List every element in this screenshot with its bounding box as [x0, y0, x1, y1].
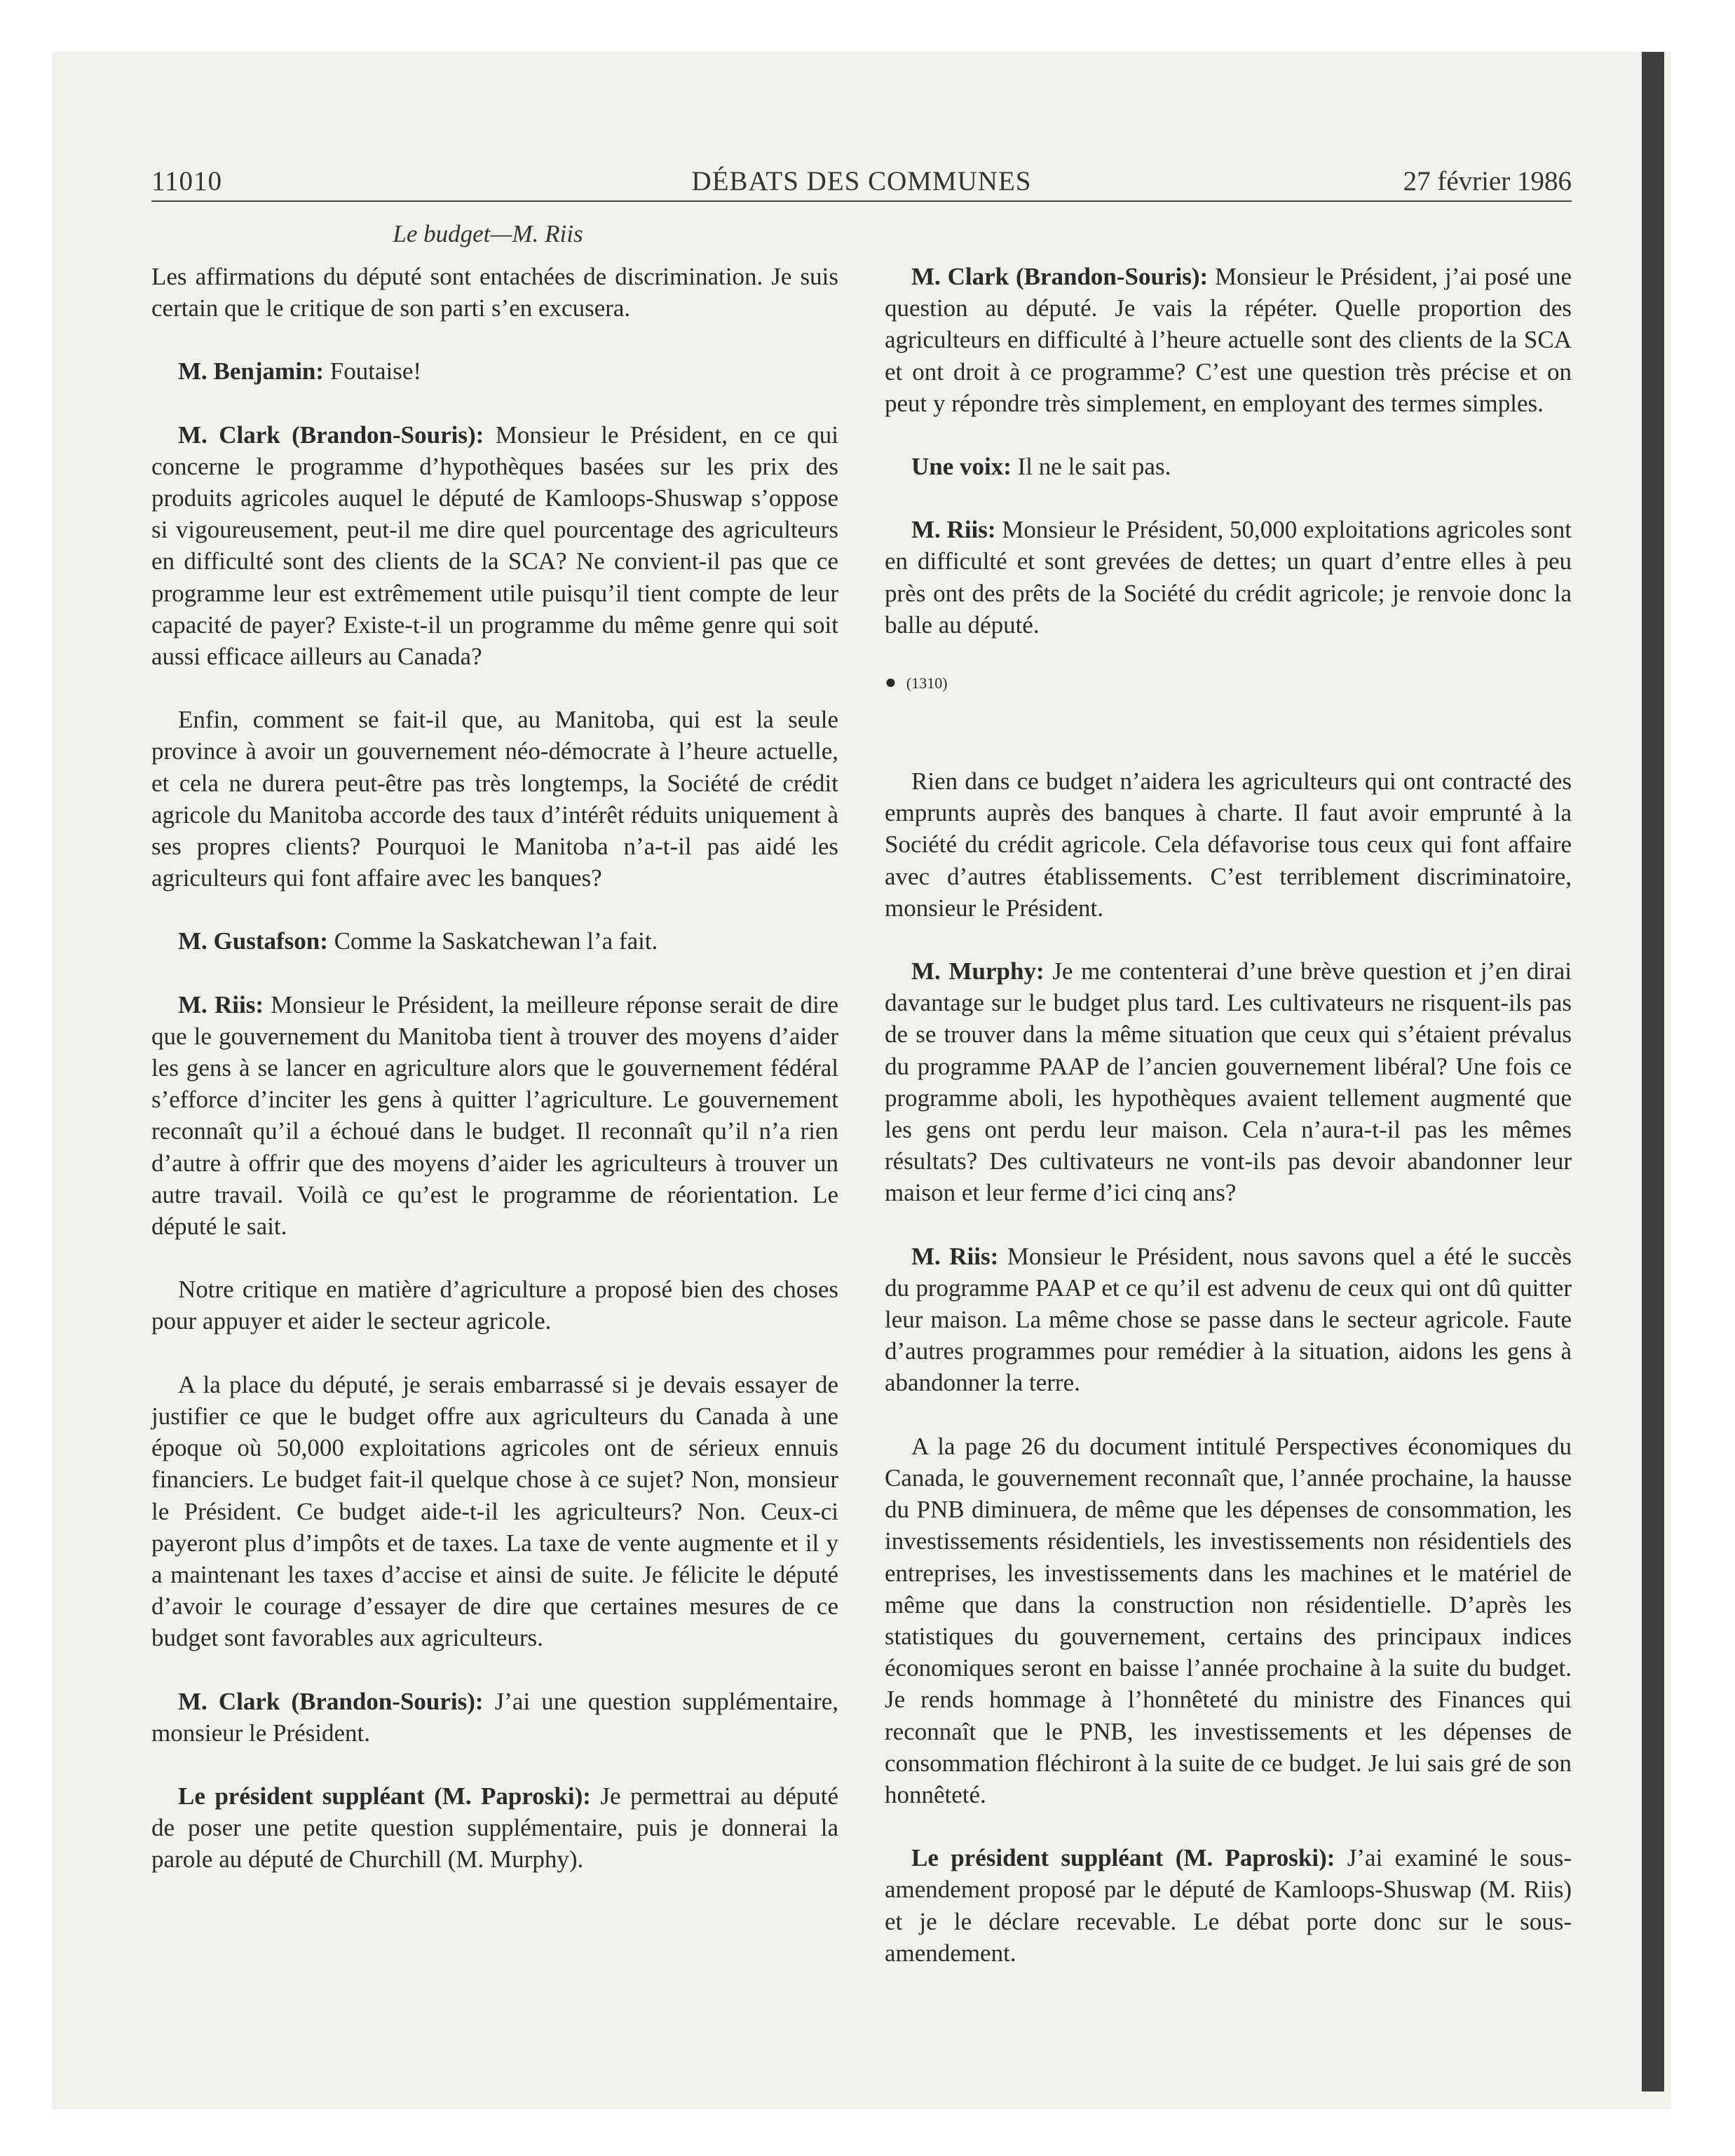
paragraph: [885, 1431, 1572, 1810]
speech: [151, 1686, 838, 1749]
speaker-name: M. Benjamin:: [178, 357, 325, 386]
speech: [885, 261, 1572, 419]
left-column: [151, 261, 838, 1907]
speech-text: Monsieur le Président, 50,000 exploitations agricoles sont en difficulté et sont grevées de dettes; un quart d’entre elles à peu près ont des prêts de la Société du crédit agricole; je renvoie donc la balle au député.: [885, 516, 1572, 639]
paragraph-text: Enfin, comment se fait-il que, au Manitoba, qui est la seule province à avoir un gouvernement néo-démocrate à l’heure actuelle, et cela ne durera peut-être pas très longtemps, la Société de crédit agricole du Manitoba accorde des taux d’intérêt réduits uniquement à ses propres clients? Pourquoi le Manitoba n’a-t-il pas aidé les agriculteurs qui font affaire avec les banques?: [151, 706, 838, 892]
paragraph: [151, 1274, 838, 1337]
speech: [885, 1842, 1572, 1969]
paragraph-text: Rien dans ce budget n’aidera les agriculteurs qui ont contracté des emprunts auprès des banques à charte. Il faut avoir emprunté à la Société du crédit agricole. Cela défavorise tous ceux qui font affaire avec d’autres établissements. C’est terriblement discriminatoire, monsieur le Président.: [885, 767, 1572, 922]
paragraph-text: A la page 26 du document intitulé Perspectives économiques du Canada, le gouvernement reconnaît que, l’année prochaine, la hausse du PNB diminuera, de même que les dépenses de consommation, les investissements résidentiels, les investissements non résidentiels des entreprises, les investissements dans les machines et le matériel de même que dans la construction non résidentielle. D’après les statistiques du gouvernement, certains des principaux indices économiques seront en baisse l’année prochaine à la suite du budget. Je rends hommage à l’honnêteté du ministre des Finances qui reconnaît que le PNB, les investissements et les dépenses de consommation fléchiront à la suite de ce budget. Je lui sais gré de son honnêteté.: [885, 1432, 1572, 1808]
speech-text: Monsieur le Président, j’ai posé une question au député. Je vais la répéter. Quelle proportion des agriculteurs en difficulté à l’heure actuelle sont des clients de la SCA et ont droit à ce programme? C’est une question très précise et on peut y répondre très simplement, en employant des termes simples.: [885, 263, 1572, 417]
time-marker-text: (1310): [906, 674, 948, 692]
speaker-name: M. Gustafson:: [178, 927, 328, 955]
paragraph: [151, 704, 838, 894]
speech: [885, 955, 1572, 1209]
speaker-name: M. Clark (Brandon-Souris):: [178, 421, 484, 449]
header-rule: [151, 200, 1572, 202]
page-header: [151, 165, 1572, 202]
speech: [151, 925, 838, 957]
speech: [885, 514, 1572, 641]
speech-text: Comme la Saskatchewan l’a fait.: [327, 927, 658, 955]
speech: [151, 419, 838, 673]
bullet-dot-icon: ●: [885, 671, 897, 694]
paragraph: [151, 1369, 838, 1654]
paragraph: [885, 765, 1572, 924]
speech-text: J’ai examiné le sous-amendement proposé par le député de Kamloops-Shuswap (M. Riis) et je le déclare recevable. Le débat porte donc sur le sous-amendement.: [885, 1844, 1572, 1967]
paragraph: [151, 261, 838, 324]
speech-text: Je me contenterai d’une brève question et j’en dirai davantage sur le budget plus tard. Les cultivateurs ne risquent-ils pas de se trouver dans la même situation que ceux qui s’étaient prévalus du programme PAAP de l’ancien gouvernement libéral? Une fois ce programme aboli, les hypothèques avaient tellement augmenté que les gens ont perdu leur maison. Cela n’aura-t-il pas les mêmes résultats? Des cultivateurs ne vont-ils pas devoir abandonner leur maison et leur ferme d’ici cinq ans?: [885, 957, 1572, 1207]
publication-date: 27 février 1986: [1403, 166, 1572, 196]
speech-text: Il ne le sait pas.: [1011, 453, 1171, 481]
paragraph-text: A la place du député, je serais embarrassé si je devais essayer de justifier ce que le budget offre aux agriculteurs du Canada à une époque où 50,000 exploitations agricoles ont de sérieux ennuis financiers. Le budget fait-il quelque chose à ce sujet? Non, monsieur le Président. Ce budget aide-t-il les agriculteurs? Non. Ceux-ci payeront plus d’impôts et de taxes. La taxe de vente augmente et il y a maintenant les taxes d’accise et ainsi de suite. Je félicite le député d’avoir le courage d’essayer de dire que certaines mesures de ce budget sont favorables aux agriculteurs.: [151, 1370, 838, 1652]
speaker-name: M. Riis:: [178, 990, 264, 1018]
time-marker: [885, 672, 1572, 694]
speaker-name: Le président suppléant (M. Paproski):: [911, 1844, 1335, 1872]
speech-text: Monsieur le Président, en ce qui concerne le programme d’hypothèques basées sur les prix des produits agricoles auquel le député de Kamloops-Shuswap s’oppose si vigoureusement, peut-il me dire quel pourcentage des agriculteurs en difficulté sont des clients de la SCA? Ne convient-il pas que ce programme leur est extrêmement utile puisqu’il tient compte de leur capacité de payer? Existe-t-il un programme du même genre qui soit aussi efficace ailleurs au Canada?: [151, 421, 838, 671]
speech: [151, 1780, 838, 1876]
speech: [885, 451, 1572, 482]
speaker-name: M. Murphy:: [911, 957, 1045, 985]
speaker-name: M. Clark (Brandon-Souris):: [911, 263, 1209, 290]
scan-edge-shadow: [1642, 52, 1664, 2092]
paragraph-text: Les affirmations du député sont entachées de discrimination. Je suis certain que le critique de son parti s’en excusera.: [151, 263, 838, 322]
speaker-name: M. Clark (Brandon-Souris):: [178, 1687, 484, 1715]
page-number: 11010: [151, 166, 223, 196]
publication-title: DÉBATS DES COMMUNES: [691, 166, 1032, 196]
speech-text: Monsieur le Président, la meilleure réponse serait de dire que le gouvernement du Manitoba tient à trouver des moyens d’aider les gens à se lancer en agriculture alors que le gouvernement fédéral s’efforce d’inciter les gens à quitter l’agriculture. Le gouvernement reconnaît qu’il a échoué dans le budget. Il reconnaît qu’il n’a rien d’autre à offrir que des moyens d’aider les agriculteurs à trouver un autre travail. Voilà ce qu’est le programme de réorientation. Le député le sait.: [151, 990, 838, 1241]
speech-text: Je permettrai au député de poser une petite question supplémentaire, puis je donnerai la parole au député de Churchill (M. Murphy).: [151, 1782, 838, 1874]
speaker-name: Une voix:: [911, 453, 1012, 481]
speaker-name: M. Riis:: [911, 516, 996, 544]
right-column: [885, 261, 1572, 2000]
paragraph-text: Notre critique en matière d’agriculture a proposé bien des choses pour appuyer et aider le secteur agricole.: [151, 1276, 838, 1335]
speech-text: Monsieur le Président, nous savons quel a été le succès du programme PAAP et ce qu’il est advenu de ceux qui ont dû quitter leur maison. La même chose se passe dans le secteur agricole. Faute d’autres programmes pour remédier à la situation, aidons les gens à abandonner la terre.: [885, 1242, 1572, 1397]
speech-text: Foutaise!: [324, 357, 422, 386]
speech: [885, 1241, 1572, 1399]
speaker-name: M. Riis:: [911, 1242, 999, 1270]
speaker-name: Le président suppléant (M. Paproski):: [178, 1782, 591, 1810]
speech-text: J’ai une question supplémentaire, monsieur le Président.: [151, 1687, 839, 1747]
running-head: Le budget—M. Riis: [393, 220, 583, 247]
speech: [151, 355, 838, 387]
speech: [151, 989, 838, 1243]
